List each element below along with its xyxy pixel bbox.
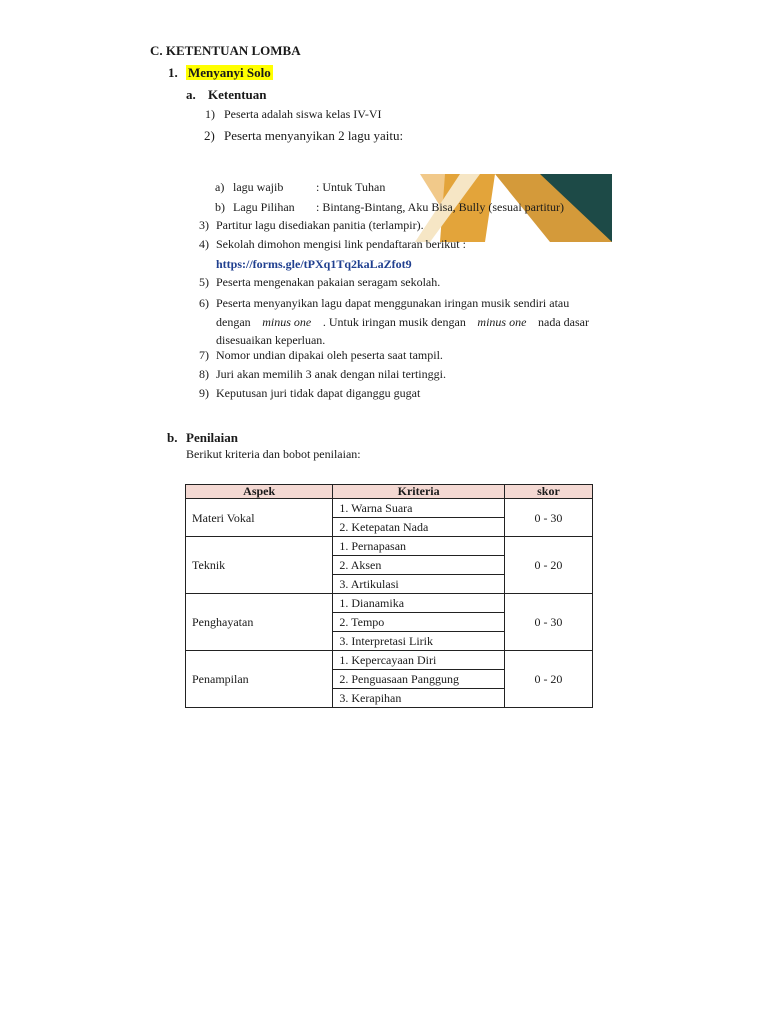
kriteria-cell: 1. Warna Suara: [333, 499, 505, 518]
aspek-cell-materi-vokal: Materi Vokal: [186, 499, 333, 537]
item-6-line-1: Peserta menyanyikan lagu dapat menggunakan iringan musik sendiri atau: [216, 296, 570, 310]
item-6-end: nada dasar: [538, 315, 589, 329]
item-6-middle: . Untuk iringan musik dengan: [322, 315, 466, 329]
item-7-number: 7): [199, 348, 209, 362]
kriteria-cell: 3. Kerapihan: [333, 689, 505, 708]
table-row: [186, 651, 593, 670]
aspek-cell-penampilan: Penampilan: [186, 651, 333, 708]
kriteria-cell: 1. Kepercayaan Diri: [333, 651, 505, 670]
song-a-value: : Untuk Tuhan: [316, 180, 386, 194]
aspek-cell-penghayatan: Penghayatan: [186, 594, 333, 651]
item-9-text: Keputusan juri tidak dapat diganggu gugat: [216, 386, 421, 400]
item-1-text: Peserta adalah siswa kelas IV-VI: [224, 107, 382, 121]
item-1-number: 1): [205, 107, 215, 121]
registration-link[interactable]: https://forms.gle/tPXq1Tq2kaLaZfot9: [216, 257, 412, 271]
table-row: [186, 499, 593, 518]
part-b-letter: b.: [167, 430, 178, 445]
skor-cell: 0 - 30: [504, 594, 592, 651]
item-8-number: 8): [199, 367, 209, 381]
item-9-number: 9): [199, 386, 209, 400]
item-6-line-3: disesuaikan keperluan.: [216, 333, 326, 347]
item-4-number: 4): [199, 237, 209, 251]
part-b-title: Penilaian: [186, 430, 239, 445]
kriteria-cell: 2. Aksen: [333, 556, 505, 575]
part-a-letter: a.: [186, 87, 196, 102]
kriteria-cell: 2. Ketepatan Nada: [333, 518, 505, 537]
skor-cell: 0 - 30: [504, 499, 592, 537]
scoring-table: [185, 484, 593, 708]
aspek-cell-teknik: Teknik: [186, 537, 333, 594]
item-7-text: Nomor undian dipakai oleh peserta saat tampil.: [216, 348, 443, 362]
item-8-text: Juri akan memilih 3 anak dengan nilai tertinggi.: [216, 367, 446, 381]
item-4-text: Sekolah dimohon mengisi link pendaftaran berikut :: [216, 237, 466, 251]
item-6-line-2: [216, 315, 589, 330]
item-2-number: 2): [204, 128, 215, 143]
item-6-minus-one-2: minus one: [477, 315, 527, 329]
kriteria-cell: 2. Penguasaan Panggung: [333, 670, 505, 689]
skor-cell: 0 - 20: [504, 537, 592, 594]
table-header-row: [186, 485, 593, 499]
item-6-word-dengan: dengan: [216, 315, 251, 329]
item-3-number: 3): [199, 218, 209, 232]
competition-title-text: Menyanyi Solo: [188, 65, 271, 80]
table-row: [186, 537, 593, 556]
part-a-title: Ketentuan: [208, 87, 267, 102]
skor-cell: 0 - 20: [504, 651, 592, 708]
competition-number: 1.: [168, 65, 178, 80]
kriteria-cell: 3. Interpretasi Lirik: [333, 632, 505, 651]
kriteria-cell: 1. Dianamika: [333, 594, 505, 613]
table-row: [186, 594, 593, 613]
item-6-number: 6): [199, 296, 209, 310]
song-a-number: a): [215, 180, 225, 194]
kriteria-cell: 2. Tempo: [333, 613, 505, 632]
header-kriteria: Kriteria: [333, 485, 505, 499]
kriteria-cell: 1. Pernapasan: [333, 537, 505, 556]
song-b-value: : Bintang-Bintang, Aku Bisa, Bully (sesuai partitur): [316, 200, 564, 214]
song-a-label: lagu wajib: [233, 180, 284, 194]
song-b-label: Lagu Pilihan: [233, 200, 295, 214]
item-5-text: Peserta mengenakan pakaian seragam sekolah.: [216, 275, 441, 289]
item-5-number: 5): [199, 275, 209, 289]
song-b-number: b): [215, 200, 225, 214]
item-3-text: Partitur lagu disediakan panitia (terlampir).: [216, 218, 424, 232]
item-6-minus-one-1: minus one: [262, 315, 312, 329]
header-aspek: Aspek: [186, 485, 333, 499]
header-skor: skor: [504, 485, 592, 499]
item-2-text: Peserta menyanyikan 2 lagu yaitu:: [224, 128, 404, 143]
competition-title: [186, 65, 273, 81]
part-b-intro: Berikut kriteria dan bobot penilaian:: [186, 447, 361, 461]
section-heading: C. KETENTUAN LOMBA: [150, 43, 301, 58]
kriteria-cell: 3. Artikulasi: [333, 575, 505, 594]
